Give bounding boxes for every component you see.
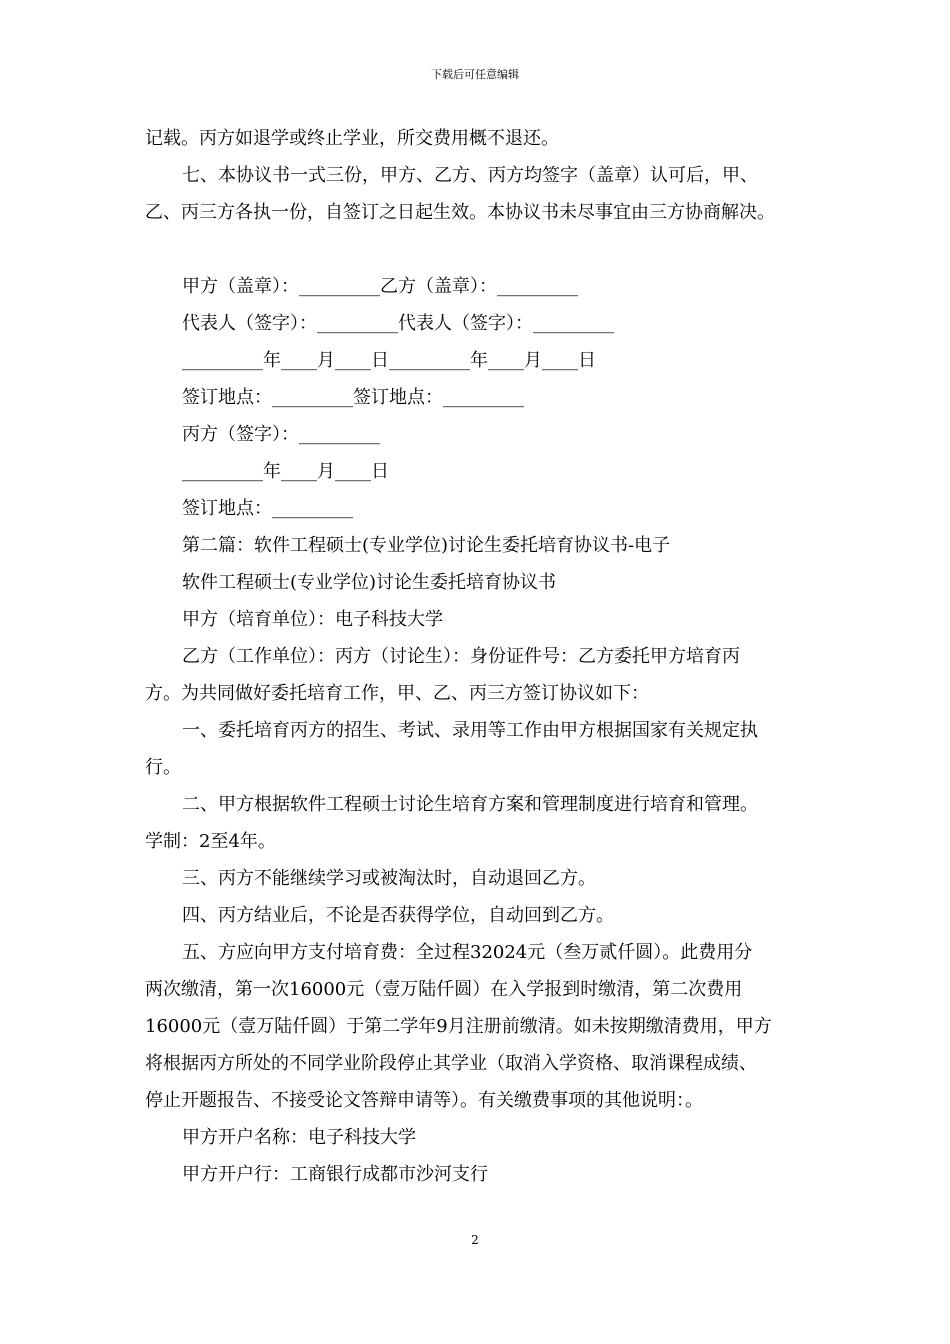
signature-line: 代表人（签字）：_________代表人（签字）：_________ — [182, 313, 614, 334]
document-body — [145, 120, 815, 1193]
date-line: _________年____月____日 — [182, 461, 389, 482]
text-line: 学制：2至4年。 — [145, 831, 276, 852]
text-line: 甲方开户名称：电子科技大学 — [182, 1127, 416, 1148]
section-heading: 第二篇：软件工程硕士(专业学位)讨论生委托培育协议书-电子 — [182, 535, 671, 556]
text-line: 乙方（工作单位）：丙方（讨论生）：身份证件号：乙方委托甲方培育丙 — [182, 646, 740, 667]
text-line: 一、委托培育丙方的招生、考试、录用等工作由甲方根据国家有关规定执 — [182, 720, 758, 741]
text-line: 停止开题报告、不接受论文答辩申请等）。有关缴费事项的其他说明：。 — [145, 1090, 703, 1111]
place-line: 签订地点：_________ — [182, 498, 353, 519]
document-title: 软件工程硕士(专业学位)讨论生委托培育协议书 — [182, 572, 557, 593]
signature-line: 丙方（签字）：_________ — [182, 424, 380, 445]
text-line: 将根据丙方所处的不同学业阶段停止其学业（取消入学资格、取消课程成绩、 — [145, 1053, 757, 1074]
text-line: 二、甲方根据软件工程硕士讨论生培育方案和管理制度进行培育和管理。 — [182, 794, 758, 815]
text-line: 16000元（壹万陆仟圆）于第二学年9月注册前缴清。如未按期缴清费用，甲方 — [145, 1016, 772, 1037]
text-line: 行。 — [145, 757, 181, 778]
text-line: 七、本协议书一式三份，甲方、乙方、丙方均签字（盖章）认可后，甲、 — [182, 165, 758, 186]
text-line: 三、丙方不能继续学习或被淘汰时，自动退回乙方。 — [182, 868, 596, 889]
text-line: 方。为共同做好委托培育工作，甲、乙、丙三方签订协议如下： — [145, 683, 649, 704]
date-line: _________年____月____日_________年____月____日 — [182, 350, 596, 371]
text-line: 甲方开户行：工商银行成都市沙河支行 — [182, 1164, 488, 1185]
text-line: 五、方应向甲方支付培育费：全过程32024元（叁万贰仟圆）。此费用分 — [182, 942, 753, 963]
text-line: 甲方（培育单位）：电子科技大学 — [182, 609, 443, 630]
page-number: 2 — [471, 1233, 479, 1247]
page-header: 下载后可任意编辑 — [431, 68, 519, 81]
blank-line — [145, 231, 815, 268]
place-line: 签订地点：_________签订地点：_________ — [182, 387, 524, 408]
text-line: 四、丙方结业后，不论是否获得学位，自动回到乙方。 — [182, 905, 614, 926]
text-line: 乙、丙三方各执一份，自签订之日起生效。本协议书未尽事宜由三方协商解决。 — [145, 202, 775, 223]
text-line: 记载。丙方如退学或终止学业，所交费用概不退还。 — [145, 128, 559, 149]
text-line: 两次缴清，第一次16000元（壹万陆仟圆）在入学报到时缴清，第二次费用 — [145, 979, 743, 1000]
signature-line: 甲方（盖章）：_________乙方（盖章）：_________ — [182, 276, 578, 297]
